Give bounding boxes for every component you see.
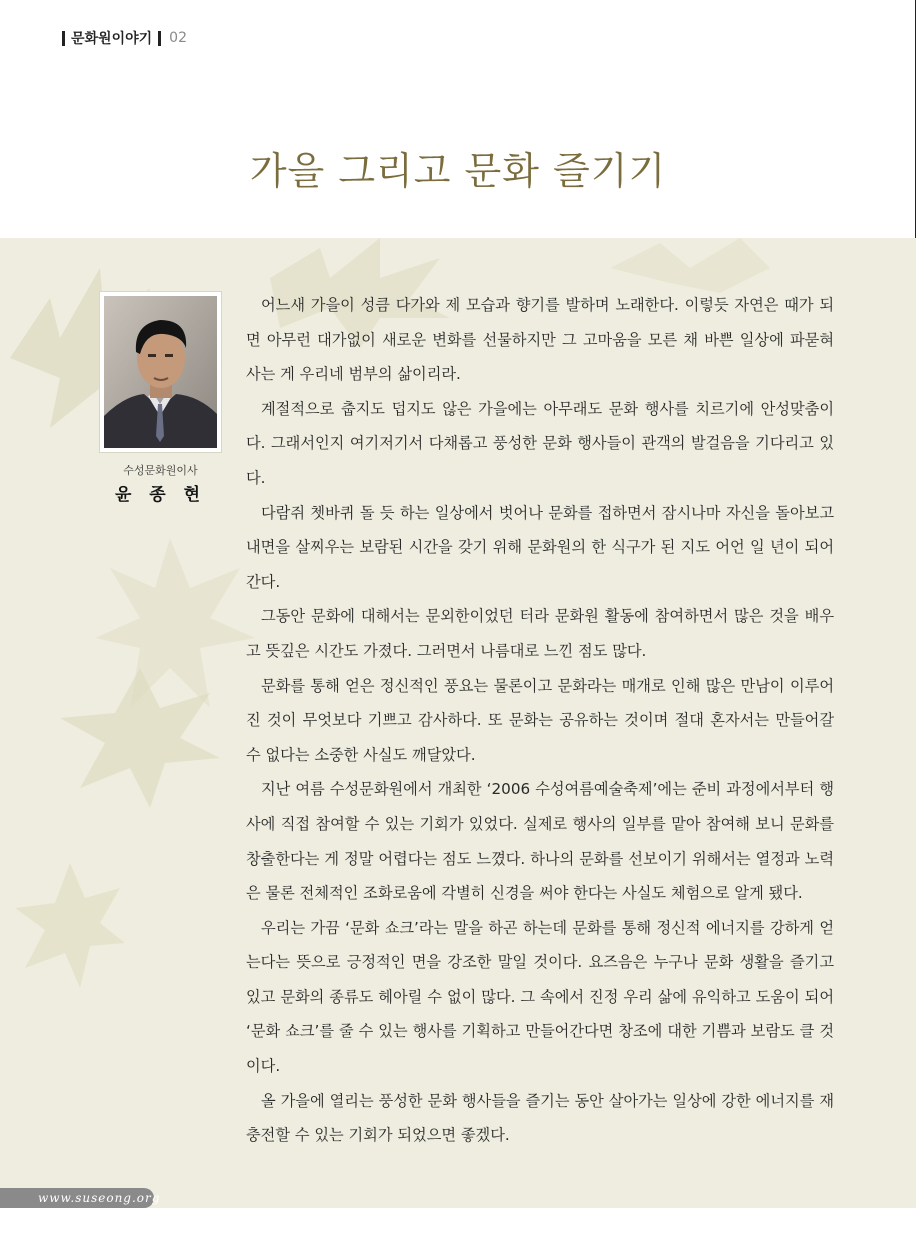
section-bar-right bbox=[158, 31, 161, 46]
paragraph: 지난 여름 수성문화원에서 개최한 ‘2006 수성여름예술축제’에는 준비 과정에서부터 행사에 직접 참여할 수 있는 기회가 있었다. 실제로 행사의 일부를 맡아 참여해 보니 문화를 창출한다는 게 정말 어렵다는 점도 느꼈다. 하나의 문화를 선보이기 위해서는 열정과 노력은 물론 전체적인 조화로움에 각별히 신경을 써야 한다는 사실도 체험으로 알게 됐다. bbox=[246, 780, 834, 903]
article-body bbox=[246, 288, 834, 1153]
paragraph: 어느새 가을이 성큼 다가와 제 모습과 향기를 발하며 노래한다. 이렇듯 자연은 때가 되면 아무런 대가없이 새로운 변화를 선물하지만 그 고마움을 모른 채 바쁜 일상에 파묻혀 사는 게 우리네 범부의 삶이리라. bbox=[246, 296, 834, 384]
author-role: 수성문화원이사 bbox=[123, 464, 198, 477]
paragraph: 문화를 통해 얻은 정신적인 풍요는 물론이고 문화라는 매개로 인해 많은 만남이 이루어진 것이 무엇보다 기쁘고 감사하다. 또 문화는 공유하는 것이며 절대 혼자서는 만들어갈 수 없다는 소중한 사실도 깨달았다. bbox=[246, 676, 834, 764]
author-portrait-image bbox=[104, 296, 217, 448]
section-bar-left bbox=[62, 31, 65, 46]
author-photo bbox=[100, 292, 221, 452]
paragraph: 그동안 문화에 대해서는 문외한이었던 터라 문화원 활동에 참여하면서 많은 것을 배우고 뜻깊은 시간도 가졌다. 그러면서 나름대로 느낀 점도 많다. bbox=[246, 607, 834, 660]
website-footer-tab: www.suseong.org bbox=[0, 1188, 154, 1208]
paragraph: 우리는 가끔 ‘문화 쇼크’라는 말을 하곤 하는데 문화를 통해 정신적 에너지를 강하게 얻는다는 뜻으로 긍정적인 면을 강조한 말일 것이다. 요즈음은 누구나 문화 생활을 즐기고 있고 문화의 종류도 헤아릴 수 없이 많다. 그 속에서 진정 우리 삶에 유익하고 도움이 되어 ‘문화 쇼크’를 줄 수 있는 행사를 기획하고 만들어간다면 창조에 대한 기쁨과 보람도 클 것이다. bbox=[246, 918, 834, 1076]
section-header bbox=[62, 28, 187, 48]
paragraph: 다람쥐 쳇바퀴 돌 듯 하는 일상에서 벗어나 문화를 접하면서 잠시나마 자신을 돌아보고 내면을 살찌우는 보람된 시간을 갖기 위해 문화원의 한 식구가 된 지도 어언 일 년이 되어간다. bbox=[246, 503, 834, 591]
maple-leaf-decoration-4 bbox=[50, 658, 230, 818]
maple-leaf-decoration-5 bbox=[10, 858, 130, 998]
paragraph: 계절적으로 춥지도 덥지도 않은 가을에는 아무래도 문화 행사를 치르기에 안성맞춤이다. 그래서인지 여기저기서 다채롭고 풍성한 문화 행사들이 관객의 발걸음을 기다리고 있다. bbox=[246, 399, 834, 487]
page-bottom-margin bbox=[0, 1208, 916, 1256]
section-label: 문화원이야기 bbox=[71, 31, 153, 47]
page-number: 02 bbox=[169, 30, 187, 46]
author-name: 윤 종 현 bbox=[114, 485, 207, 505]
paragraph: 올 가을에 열리는 풍성한 문화 행사들을 즐기는 동안 살아가는 일상에 강한 에너지를 재충전할 수 있는 기회가 되었으면 좋겠다. bbox=[246, 1091, 834, 1145]
article-title: 가을 그리고 문화 즐기기 bbox=[249, 149, 667, 193]
